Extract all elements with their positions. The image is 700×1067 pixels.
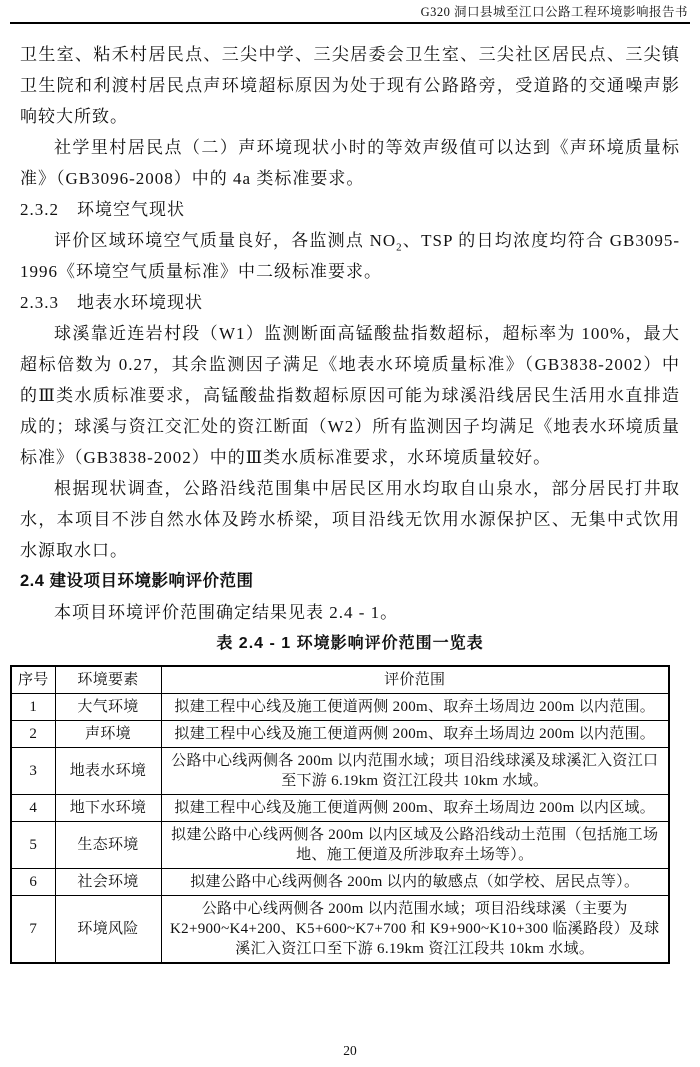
cell-scope: 拟建工程中心线及施工便道两侧 200m、取弃土场周边 200m 以内区域。 xyxy=(161,795,669,822)
cell-no: 2 xyxy=(11,721,55,748)
paragraph-air-quality xyxy=(20,225,680,287)
air-quality-text-after-subscript: 、TSP 的日均浓度均符合 GB3095-1996《环境空气质量标准》中二级标准要求。 xyxy=(20,231,680,281)
running-header xyxy=(10,0,690,24)
table-row xyxy=(11,748,669,795)
table-row xyxy=(11,795,669,822)
cell-no: 1 xyxy=(11,694,55,721)
cell-no: 6 xyxy=(11,869,55,896)
cell-factor: 生态环境 xyxy=(55,822,161,869)
paragraph-surface-water: 球溪靠近连岩村段（W1）监测断面高锰酸盐指数超标，超标率为 100%，最大超标倍数为 0.27，其余监测因子满足《地表水环境质量标准》（GB3838-2002）中的Ⅲ类水质标准要求，高锰酸盐指数超标原因可能为球溪沿线居民生活用水直排造成的；球溪与资江交汇处的资江断面（W2）所有监测因子均满足《地表水环境质量标准》（GB3838-2002）中的Ⅲ类水质标准要求，水环境质量较好。 xyxy=(20,324,680,467)
table-header-row xyxy=(11,666,669,694)
cell-scope: 拟建工程中心线及施工便道两侧 200m、取弃土场周边 200m 以内范围。 xyxy=(161,721,669,748)
cell-factor: 声环境 xyxy=(55,721,161,748)
table-row xyxy=(11,822,669,869)
paragraph-water-intake: 根据现状调查，公路沿线范围集中居民区用水均取自山泉水，部分居民打井取水，本项目不涉自然水体及跨水桥梁，项目沿线无饮用水源保护区、无集中式饮用水源取水口。 xyxy=(20,479,680,560)
cell-factor: 地表水环境 xyxy=(55,748,161,795)
cell-scope: 拟建公路中心线两侧各 200m 以内区域及公路沿线动土范围（包括施工场地、施工便道及所涉取弃土场等）。 xyxy=(161,822,669,869)
running-header-title: G320 洞口县城至江口公路工程环境影响报告书 xyxy=(420,5,688,19)
cell-scope: 拟建工程中心线及施工便道两侧 200m、取弃土场周边 200m 以内范围。 xyxy=(161,694,669,721)
cell-no: 5 xyxy=(11,822,55,869)
cell-factor: 环境风险 xyxy=(55,896,161,964)
paragraph-shexueli: 社学里村居民点（二）声环境现状小时的等效声级值可以达到《声环境质量标准》（GB3096-2008）中的 4a 类标准要求。 xyxy=(20,138,680,188)
cell-factor: 大气环境 xyxy=(55,694,161,721)
air-quality-text-before-subscript: 评价区域环境空气质量良好，各监测点 NO xyxy=(54,231,397,250)
table-row xyxy=(11,721,669,748)
column-header-scope: 评价范围 xyxy=(161,666,669,694)
heading-2-4: 2.4 建设项目环境影响评价范围 xyxy=(20,572,254,590)
heading-2-3-3: 2.3.3 地表水环境现状 xyxy=(20,293,203,312)
cell-no: 7 xyxy=(11,896,55,964)
no2-subscript: 2 xyxy=(396,241,403,254)
cell-no: 4 xyxy=(11,795,55,822)
paragraph-table-reference: 本项目环境评价范围确定结果见表 2.4 - 1。 xyxy=(54,603,399,622)
cell-no: 3 xyxy=(11,748,55,795)
assessment-scope-table xyxy=(10,665,670,964)
cell-factor: 社会环境 xyxy=(55,869,161,896)
document-body xyxy=(20,39,680,628)
table-row xyxy=(11,694,669,721)
cell-scope: 公路中心线两侧各 200m 以内范围水域；项目沿线球溪（主要为 K2+900~K4+200、K5+600~K7+700 和 K9+900~K10+300 临溪路段）及球溪汇入资江口至下游 6.19km 资江江段共 10km 水域。 xyxy=(161,896,669,964)
column-header-no: 序号 xyxy=(11,666,55,694)
table-caption: 表 2.4 - 1 环境影响评价范围一览表 xyxy=(216,635,484,652)
table-row xyxy=(11,896,669,964)
cell-scope: 公路中心线两侧各 200m 以内范围水域；项目沿线球溪及球溪汇入资江口至下游 6.19km 资江江段共 10km 水域。 xyxy=(161,748,669,795)
cell-factor: 地下水环境 xyxy=(55,795,161,822)
paragraph-noise-exceedance: 卫生室、粘禾村居民点、三尖中学、三尖居委会卫生室、三尖社区居民点、三尖镇卫生院和利渡村居民点声环境超标原因为处于现有公路路旁，受道路的交通噪声影响较大所致。 xyxy=(20,45,680,126)
column-header-factor: 环境要素 xyxy=(55,666,161,694)
table-row xyxy=(11,869,669,896)
page-number: 20 xyxy=(343,1043,357,1058)
cell-scope: 拟建公路中心线两侧各 200m 以内的敏感点（如学校、居民点等）。 xyxy=(161,869,669,896)
heading-2-3-2: 2.3.2 环境空气现状 xyxy=(20,200,185,219)
